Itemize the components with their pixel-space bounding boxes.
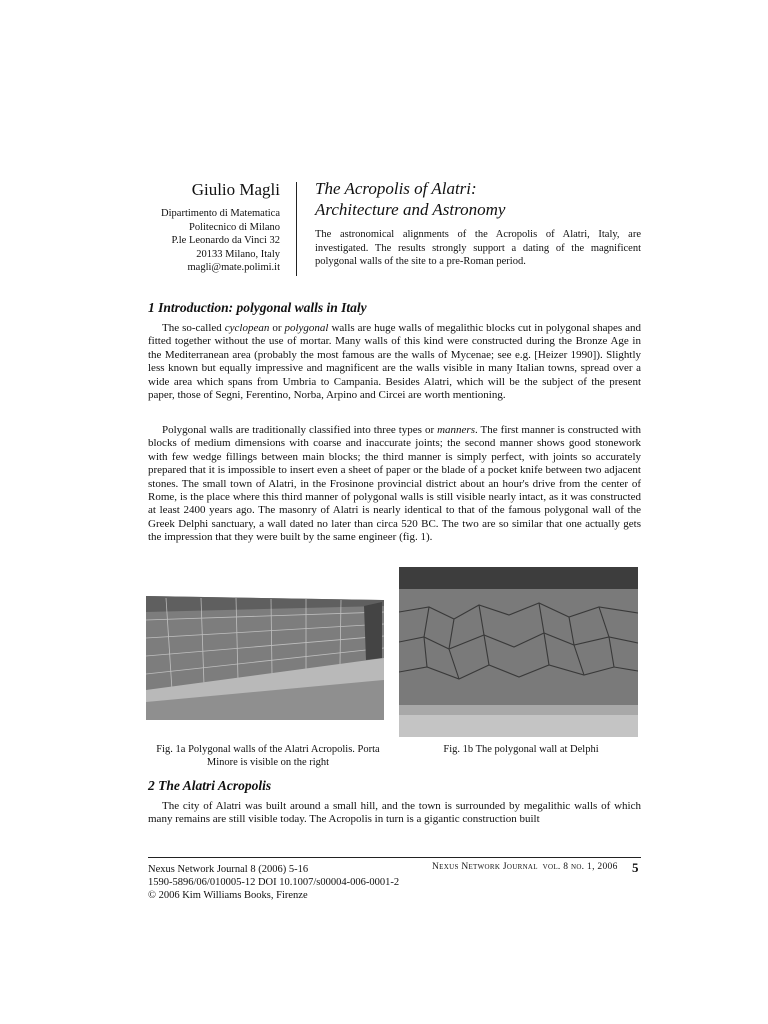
body-paragraph bbox=[148, 424, 641, 545]
author-affiliation bbox=[140, 207, 280, 275]
author-name: Giulio Magli bbox=[191, 180, 280, 199]
footer-doi: 1590-5896/06/010005-12 DOI 10.1007/s00004-006-0001-2 bbox=[148, 877, 400, 888]
affiliation-line: 20133 Milano, Italy bbox=[196, 248, 280, 260]
affiliation-line: Dipartimento di Matematica bbox=[161, 208, 280, 219]
header-divider bbox=[296, 182, 297, 276]
figure-1b-caption: Fig. 1b The polygonal wall at Delphi bbox=[443, 744, 599, 755]
title-line: Architecture and Astronomy bbox=[315, 200, 506, 219]
body-paragraph bbox=[148, 322, 641, 402]
figure-1a-caption bbox=[146, 743, 390, 769]
caption-line: Minore is visible on the right bbox=[206, 757, 330, 768]
running-volume: vol. 8 no. 1, 2006 bbox=[542, 862, 618, 872]
text-run: Polygonal walls are traditionally classified into three types or bbox=[162, 424, 438, 436]
caption-line: Fig. 1a Polygonal walls of the Alatri Acropolis. Porta bbox=[156, 744, 380, 755]
abstract: The astronomical alignments of the Acropolis of Alatri, Italy, are investigated. The results strongly support a dating of the magnificent polygonal walls of the site to a pre-Roman period. bbox=[315, 229, 641, 267]
delphi-wall-photo bbox=[399, 567, 638, 737]
body-paragraph: The city of Alatri was built around a small hill, and the town is surrounded by megalithic walls of which many remains are still visible today. The Acropolis in turn is a gigantic construction built bbox=[148, 800, 641, 826]
emphasis: polygonal bbox=[284, 322, 329, 334]
text-run: or bbox=[269, 322, 285, 334]
section-heading: 1 Introduction: polygonal walls in Italy bbox=[148, 300, 367, 315]
page-number: 5 bbox=[632, 860, 639, 875]
footer-rule bbox=[148, 857, 641, 858]
emphasis: cyclopean bbox=[224, 322, 270, 334]
figure-1a-photo bbox=[146, 590, 384, 720]
alatri-wall-photo bbox=[146, 590, 384, 720]
section-heading: 2 The Alatri Acropolis bbox=[148, 778, 272, 793]
paper-title bbox=[315, 178, 645, 220]
footer-copyright: © 2006 Kim Williams Books, Firenze bbox=[148, 890, 308, 901]
running-journal: Nexus Network Journal bbox=[432, 862, 538, 872]
running-footer bbox=[432, 862, 618, 872]
figure-1b-photo bbox=[399, 567, 638, 737]
text-run: walls are huge walls of megalithic blocks cut in polygonal shapes and fitted together without the use of mortar. Many walls of this kind were constructed during the Bronze Age in the Mediterranean area (probably the most famous are the walls of Mycenae; see e.g. [Heizer 1990]). Slightly less known but equally impressive and magnificent are the walls visible in many Italian towns, spread over a wide area which spans from Umbria to Campania. Besides Alatri, which will be the subject of the present paper, those of Segni, Ferentino, Norba, Arpino and Circei are worth mentioning. bbox=[148, 322, 641, 402]
affiliation-line: Politecnico di Milano bbox=[189, 221, 280, 233]
text-run: The so-called bbox=[162, 322, 225, 334]
affiliation-line: P.le Leonardo da Vinci 32 bbox=[171, 235, 280, 246]
author-email: magli@mate.polimi.it bbox=[187, 262, 280, 273]
emphasis: manners bbox=[437, 424, 475, 436]
footer-citation: Nexus Network Journal 8 (2006) 5-16 bbox=[148, 864, 309, 875]
text-run: . The first manner is constructed with blocks of medium dimensions with coarse and inaccurate joints; the second manner shows good stonework with few wedge fillings between main blocks; the third manner is simply perfect, with joints so accurately prepared that it is impossible to insert even a sheet of paper or the blade of a pocket knife between two adjacent stones. The small town of Alatri, in the Frosinone provincial district about an hour's drive from the center of Rome, is the place where this third manner of polygonal walls is still visible nearly intact, as it was constructed at least 2400 years ago. The masonry of Alatri is nearly identical to that of the famous polygonal wall of the Greek Delphi sanctuary, a wall dated no later than circa 520 BC. The two are so similar that one actually gets the impression that they were built by the same engineer (fig. 1). bbox=[148, 424, 641, 544]
title-line: The Acropolis of Alatri: bbox=[315, 179, 477, 198]
